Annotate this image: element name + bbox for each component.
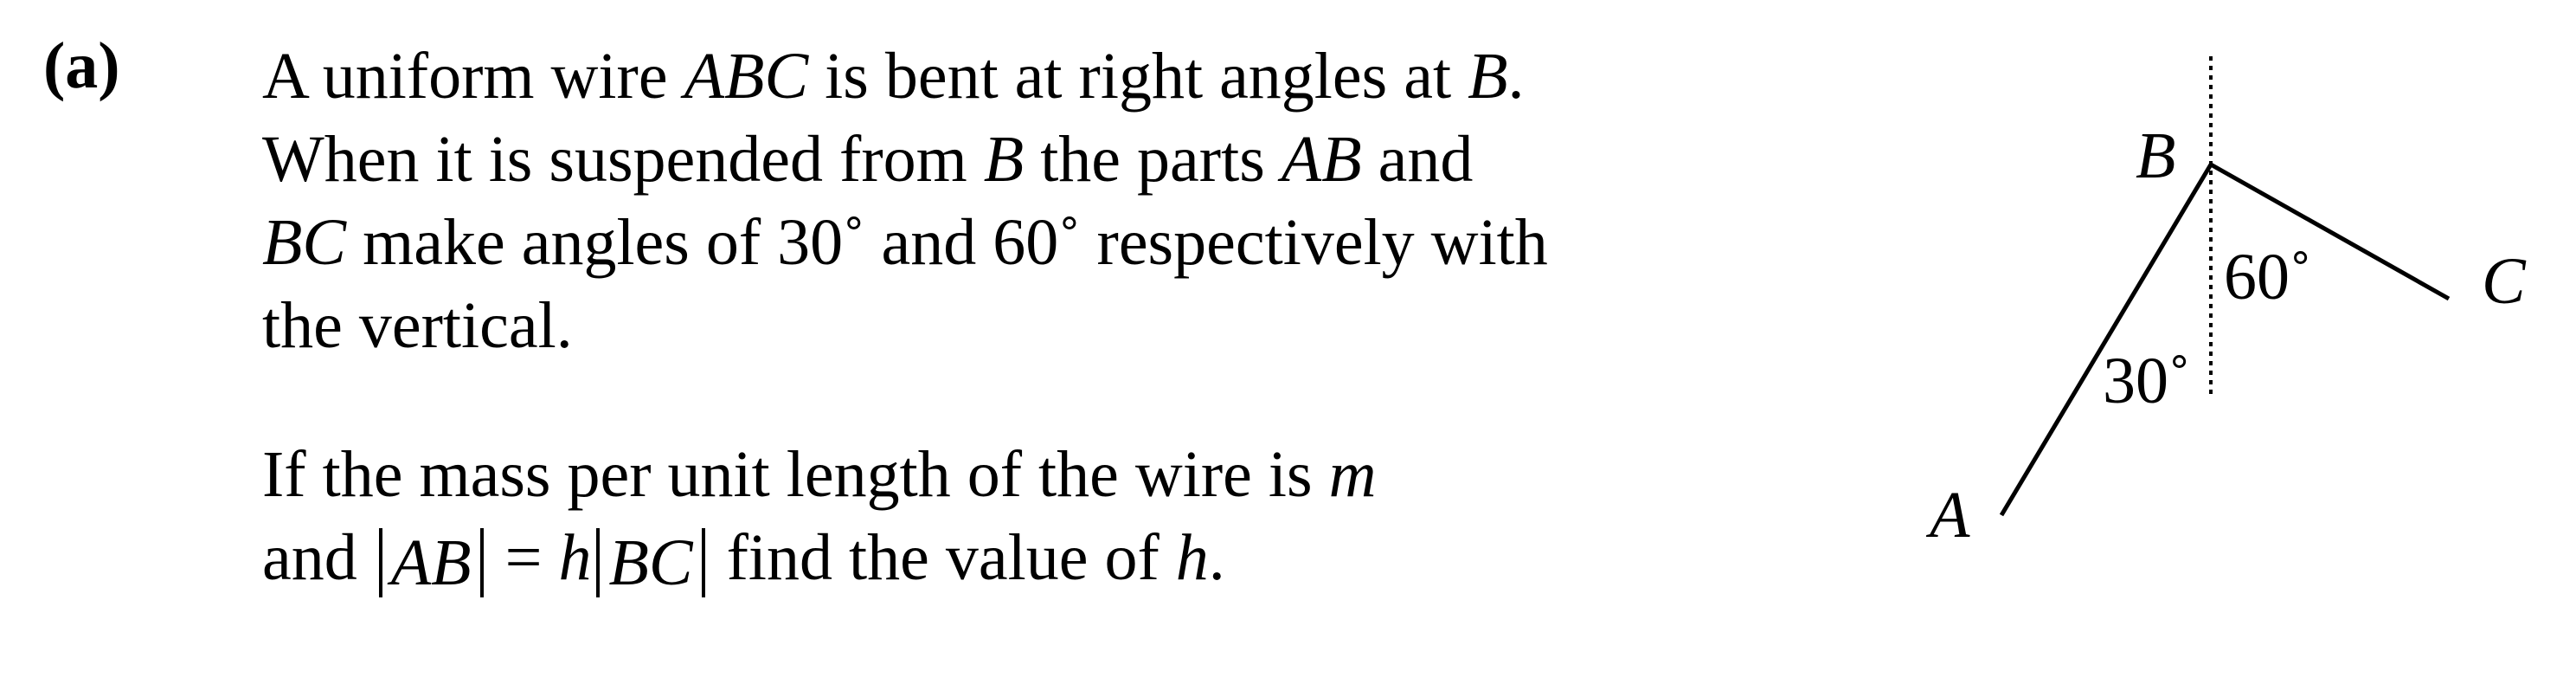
equals-sign: = [488, 521, 559, 594]
abs-bc [596, 528, 704, 597]
label-a: A [1930, 479, 1970, 552]
text-fragment: the vertical. [262, 289, 573, 362]
text-fragment: is bent at right angles at [808, 40, 1468, 113]
symbol-h: h [558, 521, 592, 594]
paragraph2-line1 [262, 433, 1548, 516]
segment-bc: BC [262, 206, 347, 279]
mass-symbol-m: m [1328, 438, 1377, 511]
paragraph1-line4 [262, 284, 1548, 367]
label-c: C [2482, 245, 2526, 318]
text-fragment: and [1361, 123, 1474, 196]
point-b: B [1468, 40, 1508, 113]
angle-60-label: 60˚ [2224, 241, 2312, 313]
text-fragment: . [1208, 521, 1225, 594]
text-fragment: If the mass per unit length of the wire is [262, 438, 1329, 511]
segment-ab: AB [1281, 123, 1362, 196]
text-fragment: find the value of [710, 521, 1176, 594]
angle-30-label: 30˚ [2103, 345, 2191, 417]
text-fragment: A uniform wire [262, 40, 684, 113]
paragraph1-line1 [262, 35, 1548, 118]
text-fragment: the parts [1024, 123, 1282, 196]
paragraph1-line3 [262, 201, 1548, 284]
text-fragment: and [262, 521, 374, 594]
segment-bc: BC [608, 526, 693, 599]
symbol-h: h [1175, 521, 1209, 594]
text-fragment: When it is suspended from [262, 123, 984, 196]
wire-segment-ab [2001, 165, 2211, 515]
text-fragment: make angles of 30˚ and 60˚ respectively with [346, 206, 1548, 279]
segment-ab: AB [390, 526, 472, 599]
question-text [262, 35, 1548, 599]
text-fragment: . [1507, 40, 1525, 113]
point-b: B [983, 123, 1025, 196]
paragraph1-line2 [262, 118, 1548, 201]
paragraph2-line2 [262, 516, 1548, 599]
wire-name-abc: ABC [684, 40, 809, 113]
label-b: B [2136, 119, 2176, 192]
wire-diagram [1860, 35, 2553, 571]
part-label: (a) [43, 29, 120, 102]
abs-ab [379, 528, 484, 597]
